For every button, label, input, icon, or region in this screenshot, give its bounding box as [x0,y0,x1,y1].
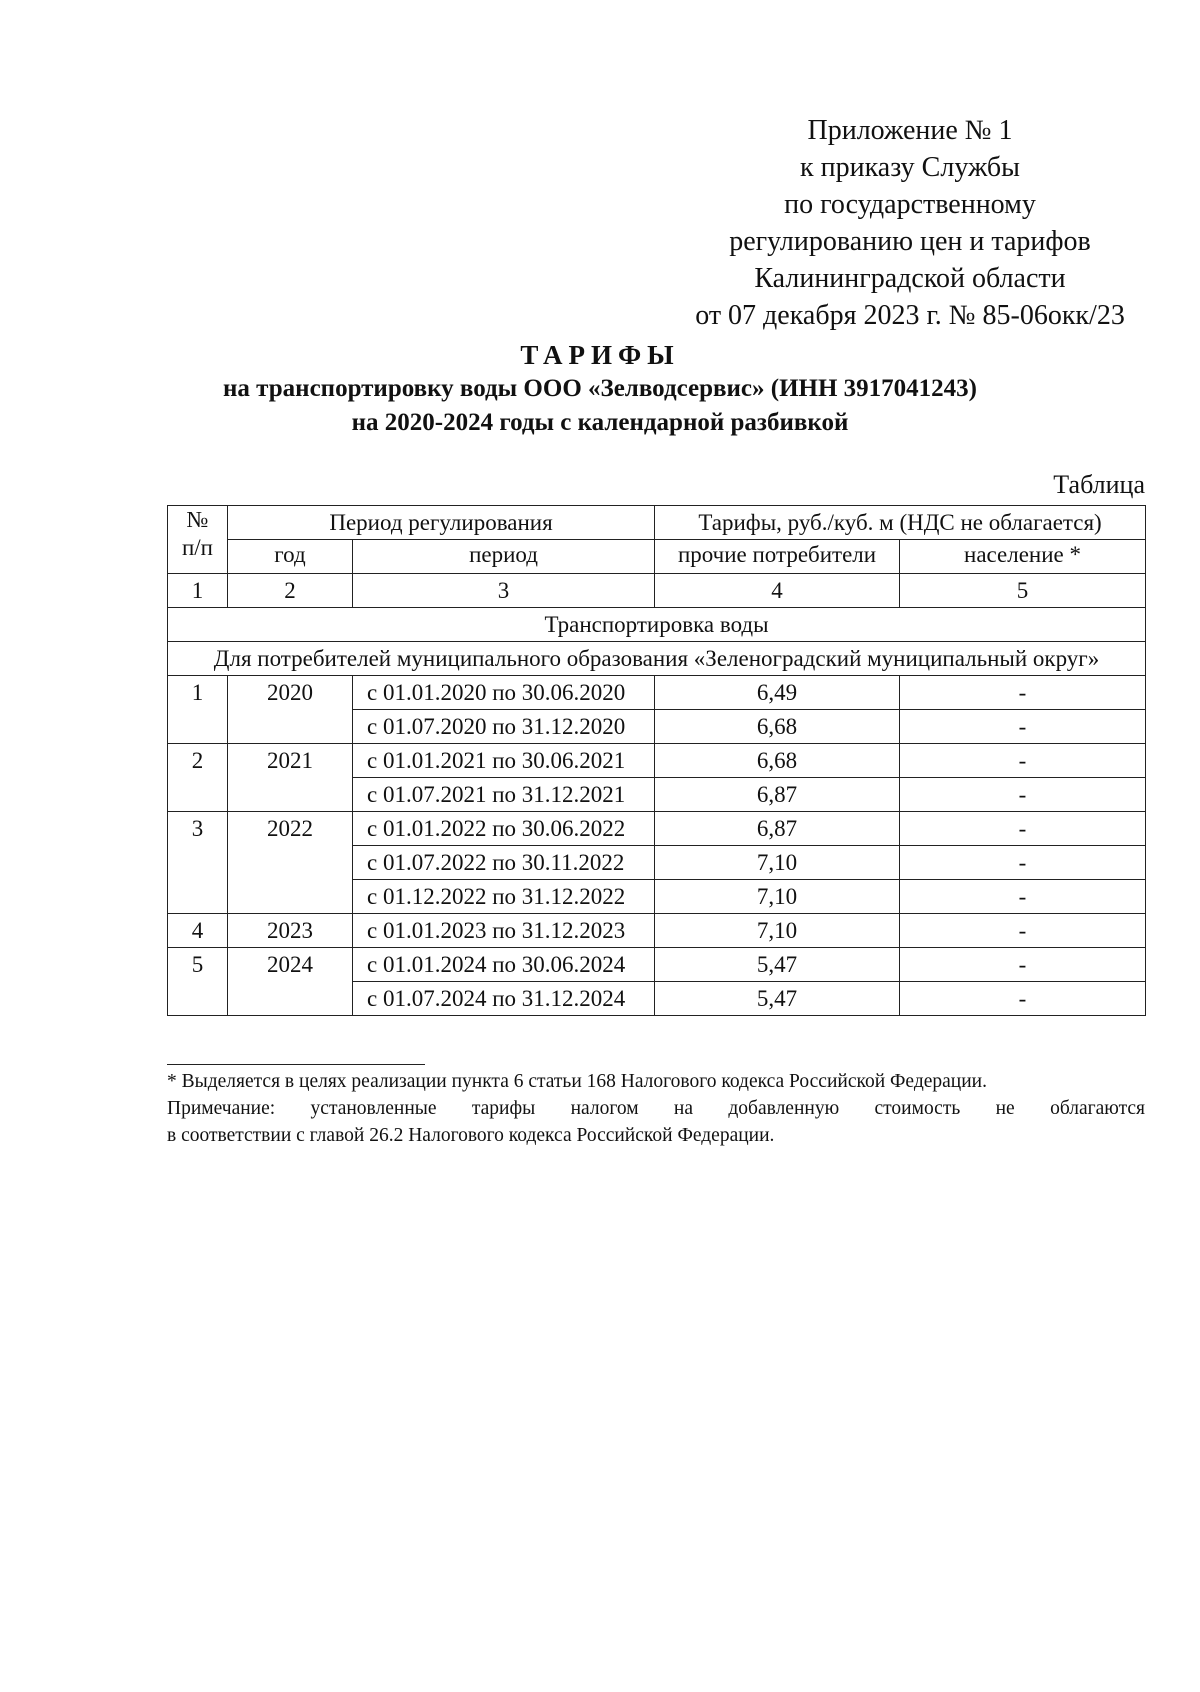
row-tariff-population: - [900,846,1146,880]
row-tariff-other: 6,87 [655,778,900,812]
document-title [0,338,1200,440]
row-number: 3 [168,812,228,914]
table-label: Таблица [1053,470,1145,499]
header-year: год [228,540,353,574]
section-row [168,608,1146,642]
appendix-line: Калининградской области [754,263,1066,294]
tariff-row [168,948,1146,982]
appendix-reference [660,112,1160,334]
column-number: 3 [353,574,655,608]
row-tariff-population: - [900,710,1146,744]
row-period: с 01.01.2022 по 30.06.2022 [353,812,655,846]
row-year: 2021 [228,744,353,812]
footnotes [167,1068,1145,1149]
row-period: с 01.07.2024 по 31.12.2024 [353,982,655,1016]
row-year: 2020 [228,676,353,744]
tariff-row [168,812,1146,846]
row-year: 2023 [228,914,353,948]
row-tariff-population: - [900,812,1146,846]
row-period: с 01.07.2021 по 31.12.2021 [353,778,655,812]
tariff-row [168,744,1146,778]
row-period: с 01.12.2022 по 31.12.2022 [353,880,655,914]
appendix-line: к приказу Службы [800,152,1020,183]
column-number: 1 [168,574,228,608]
appendix-line: от 07 декабря 2023 г. № 85-06окк/23 [695,300,1125,331]
row-number: 4 [168,914,228,948]
title-main: ТАРИФЫ [520,340,680,370]
row-period: с 01.07.2020 по 31.12.2020 [353,710,655,744]
row-period: с 01.01.2023 по 31.12.2023 [353,914,655,948]
header-row [168,506,1146,540]
footnote-asterisk: * Выделяется в целях реализации пункта 6 статьи 168 Налогового кодекса Российской Федерации. [167,1071,987,1092]
column-number: 4 [655,574,900,608]
row-tariff-population: - [900,880,1146,914]
footnote-note-line: Примечание: установленные тарифы налогом на добавленную стоимость не облагаются [167,1098,1145,1119]
row-number: 1 [168,676,228,744]
row-tariff-population: - [900,982,1146,1016]
row-tariff-other: 6,87 [655,812,900,846]
row-tariff-population: - [900,914,1146,948]
row-tariff-population: - [900,778,1146,812]
header-row [168,540,1146,574]
header-other-consumers: прочие потребители [655,540,900,574]
header-number: № п/п [168,506,228,574]
row-period: с 01.01.2021 по 30.06.2021 [353,744,655,778]
row-period: с 01.01.2020 по 30.06.2020 [353,676,655,710]
appendix-line: по государственному [784,189,1036,220]
appendix-line: Приложение № 1 [807,115,1013,146]
row-year: 2022 [228,812,353,914]
row-tariff-population: - [900,744,1146,778]
row-tariff-other: 5,47 [655,948,900,982]
column-number-row [168,574,1146,608]
row-tariff-other: 6,68 [655,744,900,778]
column-number: 2 [228,574,353,608]
tariffs-table [167,505,1146,1016]
row-period: с 01.01.2024 по 30.06.2024 [353,948,655,982]
appendix-line: регулированию цен и тарифов [729,226,1091,257]
row-tariff-other: 7,10 [655,880,900,914]
subsection-row [168,642,1146,676]
header-population: население * [900,540,1146,574]
header-period-group: Период регулирования [228,506,655,540]
row-number: 2 [168,744,228,812]
footnote-divider [167,1064,425,1065]
footnote-note-line: в соответствии с главой 26.2 Налогового кодекса Российской Федерации. [167,1125,775,1146]
row-tariff-population: - [900,948,1146,982]
row-period: с 01.07.2022 по 30.11.2022 [353,846,655,880]
header-tariff-group: Тарифы, руб./куб. м (НДС не облагается) [655,506,1146,540]
section-title: Транспортировка воды [168,608,1146,642]
title-period: на 2020-2024 годы с календарной разбивкой [351,409,849,436]
column-number: 5 [900,574,1146,608]
row-tariff-other: 7,10 [655,846,900,880]
row-tariff-other: 7,10 [655,914,900,948]
row-tariff-other: 5,47 [655,982,900,1016]
row-tariff-other: 6,49 [655,676,900,710]
title-subject: на транспортировку воды ООО «Зелводсервис» (ИНН 3917041243) [223,375,977,402]
row-tariff-other: 6,68 [655,710,900,744]
tariff-row [168,676,1146,710]
subsection-title: Для потребителей муниципального образования «Зеленоградский муниципальный округ» [168,642,1146,676]
row-year: 2024 [228,948,353,1016]
row-number: 5 [168,948,228,1016]
row-tariff-population: - [900,676,1146,710]
header-period: период [353,540,655,574]
tariff-row [168,914,1146,948]
